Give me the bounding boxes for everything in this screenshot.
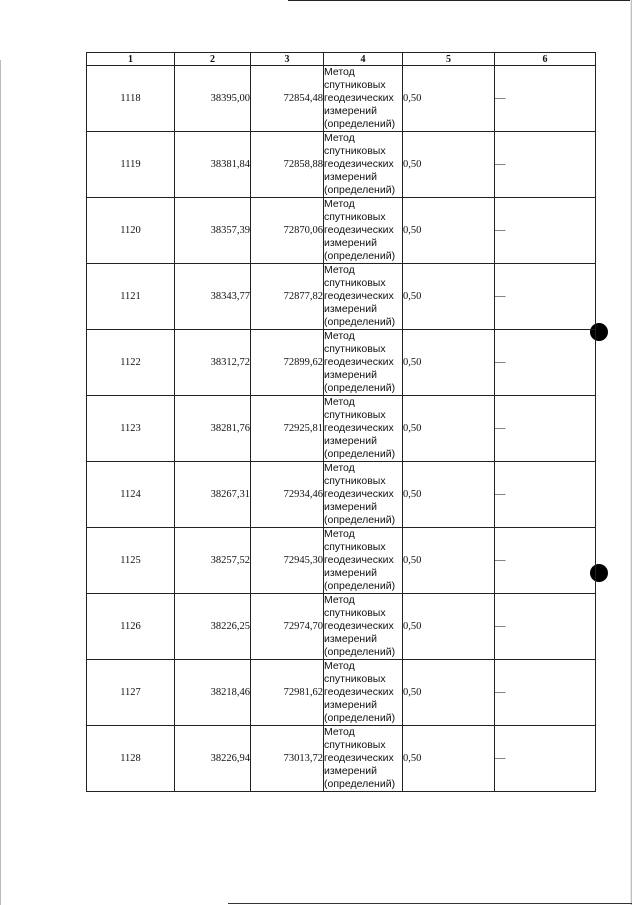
method-cell: [324, 132, 403, 198]
coord-x: 38218,46: [175, 660, 251, 726]
point-number: 1120: [87, 198, 175, 264]
coord-y: 72934,46: [251, 462, 324, 528]
accuracy: 0,50: [403, 198, 495, 264]
note-dash: —: [495, 330, 596, 396]
method-line: (определений): [324, 184, 396, 196]
coord-x: 38226,25: [175, 594, 251, 660]
method-line: геодезических: [324, 422, 394, 434]
coord-x: 38357,39: [175, 198, 251, 264]
col-header-3: 3: [251, 53, 324, 66]
col-header-1: 1: [87, 53, 175, 66]
accuracy: 0,50: [403, 330, 495, 396]
method-line: (определений): [324, 118, 396, 130]
header-row: [87, 53, 596, 66]
accuracy: 0,50: [403, 660, 495, 726]
method-line: Метод: [324, 66, 355, 78]
coord-y: 72899,62: [251, 330, 324, 396]
method-line: геодезических: [324, 92, 394, 104]
point-number: 1127: [87, 660, 175, 726]
page-edge-bottom: [228, 903, 632, 904]
accuracy: 0,50: [403, 462, 495, 528]
method-line: измерений: [324, 435, 377, 447]
point-number: 1125: [87, 528, 175, 594]
method-cell: [324, 396, 403, 462]
note-dash: —: [495, 594, 596, 660]
point-number: 1126: [87, 594, 175, 660]
method-cell: [324, 198, 403, 264]
table-row: [87, 66, 596, 132]
method-line: (определений): [324, 250, 396, 262]
method-line: геодезических: [324, 158, 394, 170]
coord-y: 72858,88: [251, 132, 324, 198]
method-line: геодезических: [324, 554, 394, 566]
method-line: Метод: [324, 132, 355, 144]
method-line: Метод: [324, 462, 355, 474]
coord-y: 72974,70: [251, 594, 324, 660]
method-line: Метод: [324, 198, 355, 210]
coord-x: 38226,94: [175, 726, 251, 792]
method-line: спутниковых: [324, 79, 386, 91]
page-edge-left: [0, 60, 1, 905]
method-line: измерений: [324, 237, 377, 249]
method-cell: [324, 66, 403, 132]
table-row: [87, 528, 596, 594]
note-dash: —: [495, 726, 596, 792]
method-line: (определений): [324, 316, 396, 328]
coordinates-table: [86, 52, 596, 792]
accuracy: 0,50: [403, 594, 495, 660]
method-line: геодезических: [324, 488, 394, 500]
method-line: (определений): [324, 646, 396, 658]
table-row: [87, 594, 596, 660]
note-dash: —: [495, 132, 596, 198]
method-cell: [324, 264, 403, 330]
note-dash: —: [495, 462, 596, 528]
note-dash: —: [495, 528, 596, 594]
point-number: 1119: [87, 132, 175, 198]
method-line: геодезических: [324, 224, 394, 236]
point-number: 1128: [87, 726, 175, 792]
accuracy: 0,50: [403, 66, 495, 132]
method-line: (определений): [324, 382, 396, 394]
method-line: спутниковых: [324, 541, 386, 553]
method-line: Метод: [324, 594, 355, 606]
accuracy: 0,50: [403, 396, 495, 462]
method-cell: [324, 330, 403, 396]
coord-x: 38281,76: [175, 396, 251, 462]
method-line: спутниковых: [324, 475, 386, 487]
point-number: 1123: [87, 396, 175, 462]
method-line: (определений): [324, 712, 396, 724]
method-line: геодезических: [324, 620, 394, 632]
method-line: измерений: [324, 501, 377, 513]
col-header-2: 2: [175, 53, 251, 66]
method-line: измерений: [324, 303, 377, 315]
accuracy: 0,50: [403, 132, 495, 198]
method-line: спутниковых: [324, 673, 386, 685]
method-line: измерений: [324, 171, 377, 183]
method-line: Метод: [324, 528, 355, 540]
note-dash: —: [495, 396, 596, 462]
method-line: геодезических: [324, 290, 394, 302]
coord-y: 72981,62: [251, 660, 324, 726]
note-dash: —: [495, 66, 596, 132]
method-cell: [324, 528, 403, 594]
col-header-4: 4: [324, 53, 403, 66]
method-line: геодезических: [324, 686, 394, 698]
method-line: (определений): [324, 580, 396, 592]
coord-y: 72870,06: [251, 198, 324, 264]
table-row: [87, 330, 596, 396]
col-header-5: 5: [403, 53, 495, 66]
method-line: измерений: [324, 567, 377, 579]
method-cell: [324, 594, 403, 660]
accuracy: 0,50: [403, 264, 495, 330]
method-line: Метод: [324, 396, 355, 408]
table-row: [87, 660, 596, 726]
coord-x: 38267,31: [175, 462, 251, 528]
method-line: измерений: [324, 765, 377, 777]
method-line: измерений: [324, 699, 377, 711]
method-line: (определений): [324, 448, 396, 460]
coord-y: 72925,81: [251, 396, 324, 462]
col-header-6: 6: [495, 53, 596, 66]
coord-x: 38257,52: [175, 528, 251, 594]
note-dash: —: [495, 660, 596, 726]
method-line: (определений): [324, 778, 396, 790]
method-cell: [324, 726, 403, 792]
coord-x: 38381,84: [175, 132, 251, 198]
table-row: [87, 198, 596, 264]
method-line: спутниковых: [324, 607, 386, 619]
coord-x: 38312,72: [175, 330, 251, 396]
method-line: спутниковых: [324, 739, 386, 751]
table-row: [87, 396, 596, 462]
note-dash: —: [495, 198, 596, 264]
coord-y: 72877,82: [251, 264, 324, 330]
page-edge-top: [288, 0, 632, 1]
point-number: 1118: [87, 66, 175, 132]
table-row: [87, 462, 596, 528]
method-line: измерений: [324, 369, 377, 381]
coord-y: 73013,72: [251, 726, 324, 792]
method-line: спутниковых: [324, 277, 386, 289]
point-number: 1124: [87, 462, 175, 528]
method-cell: [324, 462, 403, 528]
accuracy: 0,50: [403, 726, 495, 792]
method-line: геодезических: [324, 356, 394, 368]
table-row: [87, 726, 596, 792]
accuracy: 0,50: [403, 528, 495, 594]
method-cell: [324, 660, 403, 726]
method-line: геодезических: [324, 752, 394, 764]
point-number: 1121: [87, 264, 175, 330]
note-dash: —: [495, 264, 596, 330]
method-line: измерений: [324, 105, 377, 117]
table-row: [87, 264, 596, 330]
method-line: спутниковых: [324, 343, 386, 355]
method-line: Метод: [324, 330, 355, 342]
method-line: Метод: [324, 726, 355, 738]
method-line: спутниковых: [324, 211, 386, 223]
coord-x: 38395,00: [175, 66, 251, 132]
method-line: измерений: [324, 633, 377, 645]
method-line: Метод: [324, 660, 355, 672]
coord-y: 72945,30: [251, 528, 324, 594]
method-line: Метод: [324, 264, 355, 276]
point-number: 1122: [87, 330, 175, 396]
coord-x: 38343,77: [175, 264, 251, 330]
method-line: (определений): [324, 514, 396, 526]
coord-y: 72854,48: [251, 66, 324, 132]
method-line: спутниковых: [324, 409, 386, 421]
method-line: спутниковых: [324, 145, 386, 157]
table-row: [87, 132, 596, 198]
